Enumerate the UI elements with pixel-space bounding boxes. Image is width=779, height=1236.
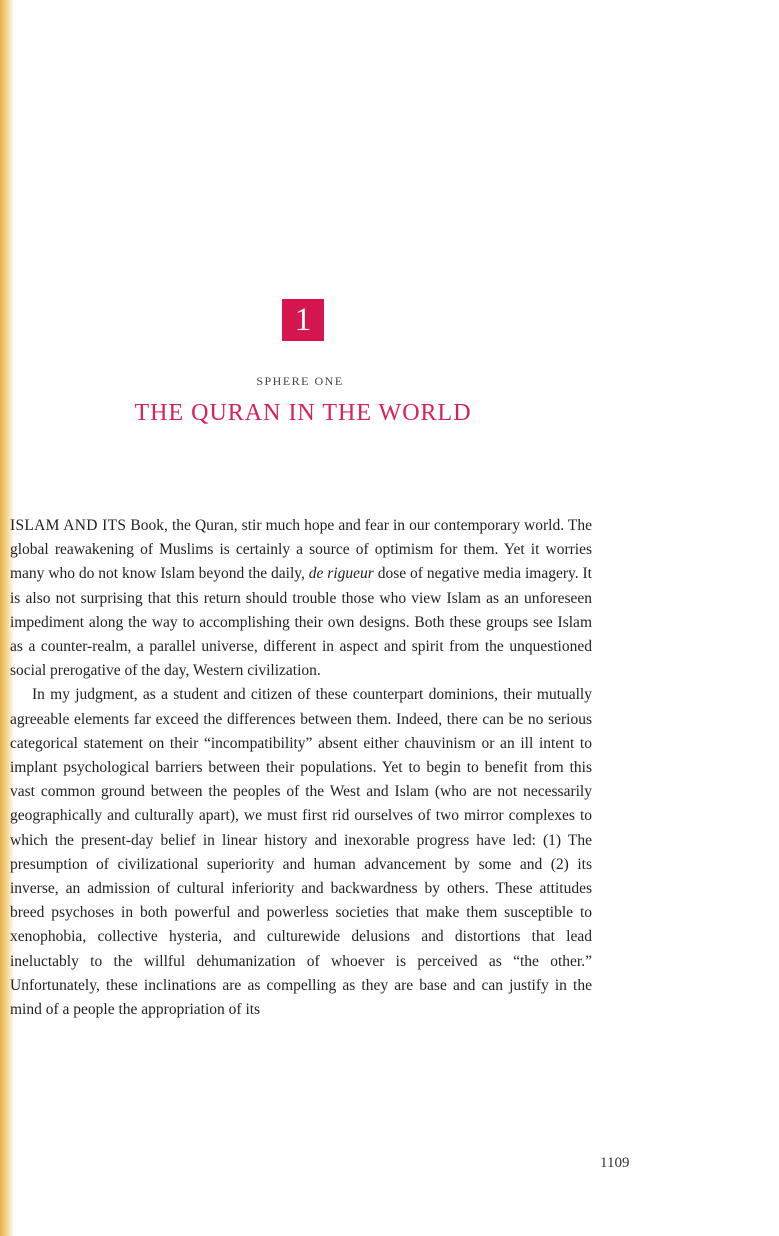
paragraph-2: In my judgment, as a student and citizen of these counterpart dominions, their mutually agreeable elements far exceed the differences between them. Indeed, there can be no serious categorical statement on their “incompatibility” absent either chauvinism or an ill intent to implant psychological barriers between their populations. Yet to begin to benefit from this vast common ground between the peoples of the West and Islam (who are not necessarily geographically and culturally apart), we must first rid ourselves of two mirror complexes to which the present-day belief in linear history and inexorable progress have led: (1) The presumption of civilizational superiority and human advancement by some and (2) its inverse, an admission of cultural inferiority and backwardness by others. These attitudes breed psychoses in both powerful and powerless societies that make them susceptible to xenophobia, collective hysteria, and culturewide delusions and distortions that lead ineluctably to the willful dehumanization of whoever is perceived as “the other.” Unfortunately, these inclinations are as compelling as they are base and can justify in the mind of a people the appropriation of its <box>10 686 592 1019</box>
paragraph-1-part-a: Book, the Quran, stir much hope and fear in our contemporary world. The global reawakening of Muslims is certainly a source of optimism for them. Yet it worries many who do not know Islam beyond the daily, <box>10 517 592 583</box>
chapter-title: THE QURAN IN THE WORLD <box>134 400 472 426</box>
chapter-number-badge: 1 <box>282 299 324 341</box>
paragraph-1-italic: de rigueur <box>308 565 374 583</box>
page-number: 1109 <box>600 1155 630 1171</box>
paragraph-1-lead: ISLAM AND ITS <box>10 517 127 534</box>
body-text <box>10 514 592 1022</box>
sphere-label: SPHERE ONE <box>256 374 344 388</box>
paragraph-1-part-b: dose of negative media imagery. It is also not surprising that this return should trouble those who view Islam as an unforeseen impediment along the way to accomplishing their own designs. Both these groups see Islam as a counter-realm, a parallel universe, different in aspect and spirit from the unquestioned social prerogative of the day, Western civilization. <box>10 565 592 680</box>
paragraph-1 <box>10 514 592 683</box>
